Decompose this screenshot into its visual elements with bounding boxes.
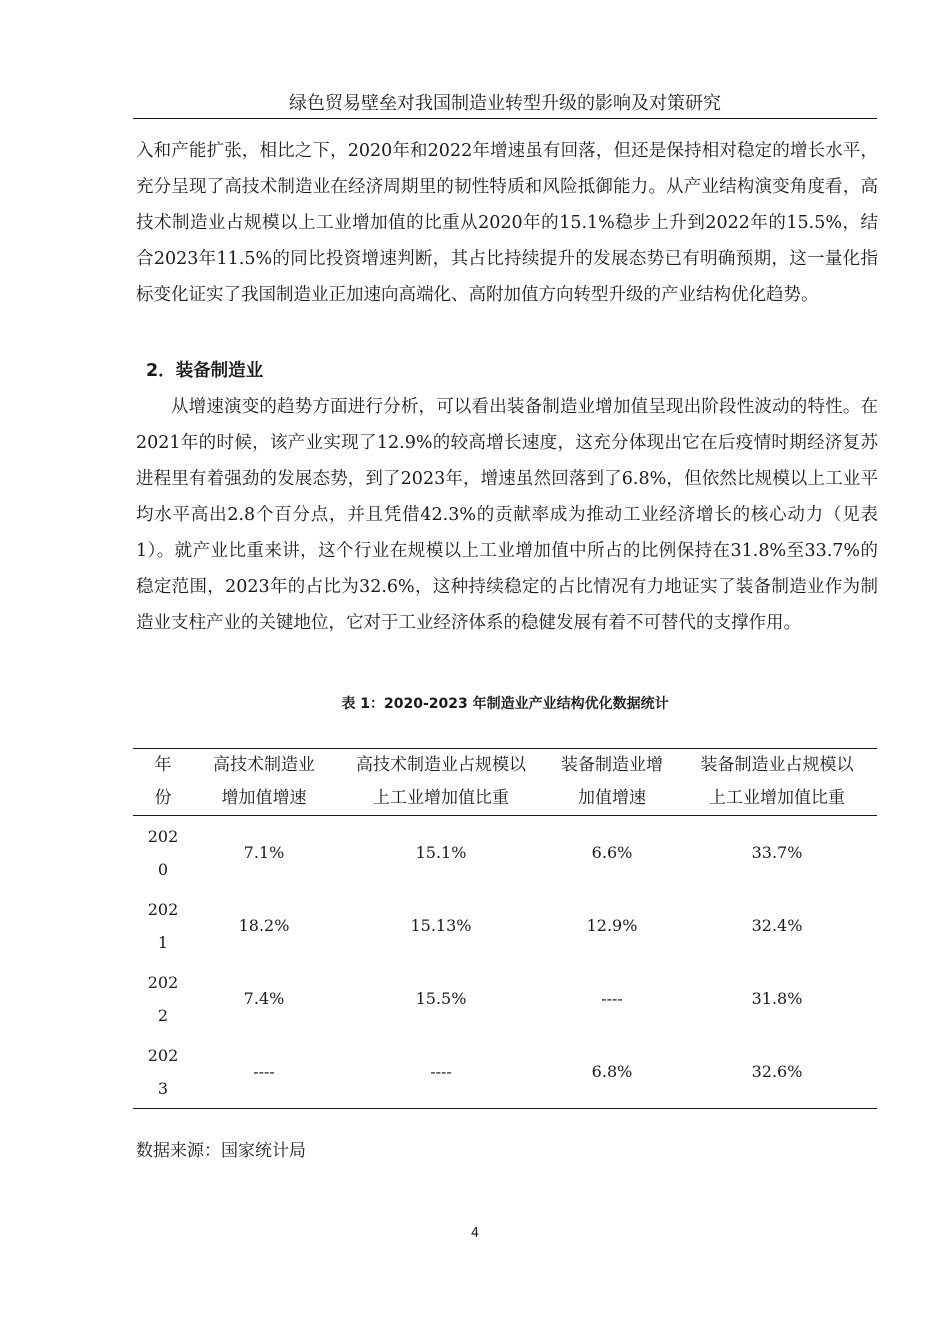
year-line: 202 [147, 826, 179, 846]
table-row [133, 1035, 877, 1109]
year-line: 1 [157, 932, 169, 952]
header-line: 年 [154, 755, 172, 775]
col-header-ht-growth [193, 749, 335, 816]
header-line: 上工业增加值比重 [709, 788, 845, 808]
header-line: 装备制造业占规模以 [700, 755, 854, 775]
cell-ht-growth: 7.1% [243, 843, 285, 862]
cell-ht-growth: 7.4% [243, 989, 285, 1008]
cell-ht-share: 15.5% [415, 989, 467, 1008]
table-caption: 表 1：2020-2023 年制造业产业结构优化数据统计 [341, 696, 669, 712]
cell-ht-growth: ---- [193, 1035, 335, 1109]
table-header-row [133, 749, 877, 816]
col-header-year [133, 749, 193, 816]
paragraph-high-tech [136, 133, 878, 313]
cell-year [133, 816, 193, 890]
table-row [133, 889, 877, 962]
paragraph-equipment [136, 389, 878, 641]
cell-year [133, 889, 193, 962]
header-line: 加值增速 [578, 788, 646, 808]
section-heading: 2．装备制造业 [146, 361, 264, 381]
cell-eq-growth: 12.9% [586, 916, 638, 935]
cell-eq-share: 32.4% [751, 916, 803, 935]
header-line: 份 [154, 788, 172, 808]
header-line: 装备制造业增 [561, 755, 663, 775]
cell-eq-growth: 6.8% [547, 1035, 677, 1109]
col-header-ht-share [335, 749, 547, 816]
cell-ht-share: 15.13% [410, 916, 472, 935]
header-line: 高技术制造业 [213, 755, 315, 775]
cell-ht-share: 15.1% [415, 843, 467, 862]
table-row [133, 962, 877, 1035]
cell-eq-share: 33.7% [751, 843, 803, 862]
cell-eq-share: 32.6% [677, 1035, 877, 1109]
year-line: 202 [147, 899, 179, 919]
data-table [133, 748, 877, 1109]
year-line: 202 [147, 972, 179, 992]
paragraph-text: 入和产能扩张，相比之下，2020年和2022年增速虽有回落，但还是保持相对稳定的增长水平，充分呈现了高技术制造业在经济周期里的韧性特质和风险抵御能力。从产业结构演变角度看，高技术制造业占规模以上工业增加值的比重从2020年的15.1%稳步上升到2022年的15.5%，结合2023年11.5%的同比投资增速判断，其占比持续提升的发展态势已有明确预期，这一量化指标变化证实了我国制造业正加速向高端化、高附加值方向转型升级的产业结构优化趋势。 [136, 141, 878, 305]
year-line: 202 [147, 1045, 179, 1065]
year-line: 3 [157, 1078, 169, 1098]
cell-eq-share: 31.8% [751, 989, 803, 1008]
paragraph-text: 从增速演变的趋势方面进行分析，可以看出装备制造业增加值呈现出阶段性波动的特性。在2021年的时候，该产业实现了12.9%的较高增长速度，这充分体现出它在后疫情时期经济复苏进程里有着强劲的发展态势，到了2023年，增速虽然回落到了6.8%，但依然比规模以上工业平均水平高出2.8个百分点，并且凭借42.3%的贡献率成为推动工业经济增长的核心动力（见表1）。就产业比重来讲，这个行业在规模以上工业增加值中所占的比例保持在31.8%至33.7%的稳定范围，2023年的占比为32.6%，这种持续稳定的占比情况有力地证实了装备制造业作为制造业支柱产业的关键地位，它对于工业经济体系的稳健发展有着不可替代的支撑作用。 [136, 397, 878, 633]
header-line: 上工业增加值比重 [373, 788, 509, 808]
table-row [133, 816, 877, 890]
col-header-eq-growth [547, 749, 677, 816]
page-number: 4 [470, 1226, 480, 1241]
cell-eq-growth: 6.6% [591, 843, 633, 862]
year-line: 0 [157, 859, 169, 879]
cell-ht-share: ---- [335, 1035, 547, 1109]
page-header [133, 92, 877, 119]
header-line: 增加值增速 [221, 788, 307, 808]
year-line: 2 [157, 1005, 169, 1025]
cell-year [133, 962, 193, 1035]
cell-ht-growth: 18.2% [238, 916, 290, 935]
cell-year [133, 1035, 193, 1109]
data-source-note: 数据来源：国家统计局 [136, 1141, 306, 1161]
col-header-eq-share [677, 749, 877, 816]
header-line: 高技术制造业占规模以 [356, 755, 526, 775]
header-title: 绿色贸易壁垒对我国制造业转型升级的影响及对策研究 [289, 93, 721, 114]
cell-eq-growth: ---- [601, 989, 623, 1008]
